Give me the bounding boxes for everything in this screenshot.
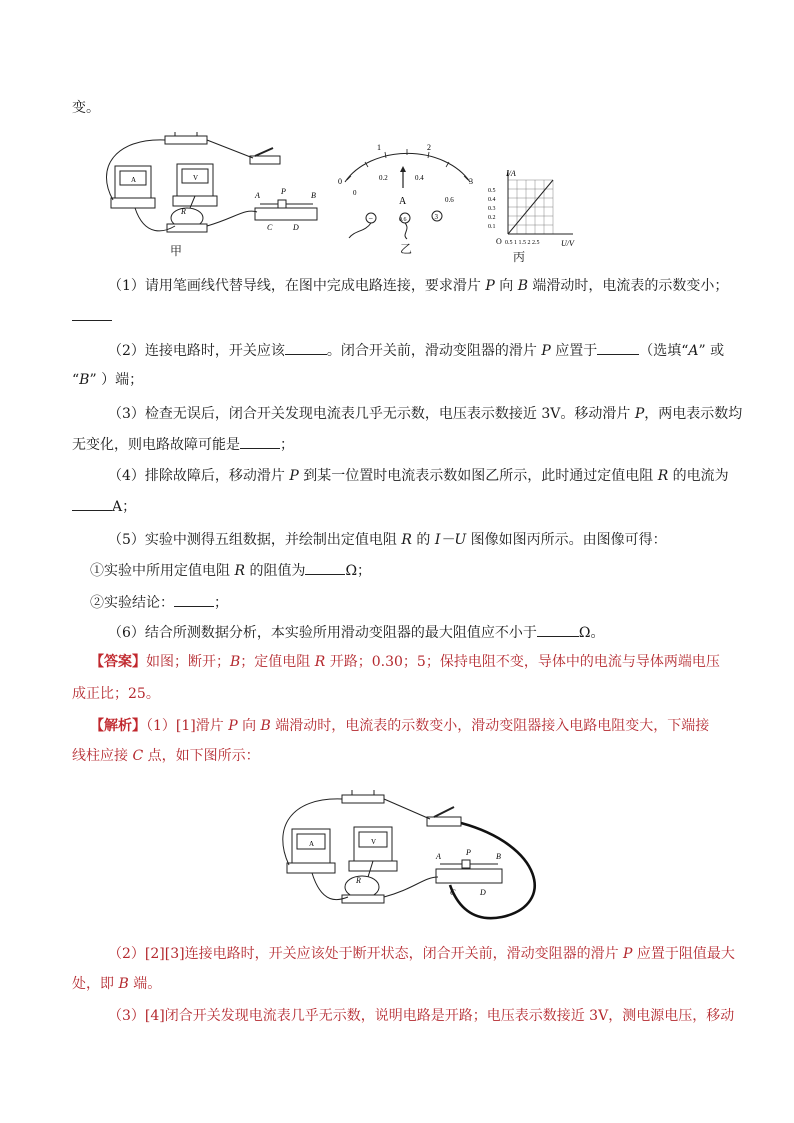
question-1: （1）请用笔画线代替导线，在图中完成电路连接，要求滑片 P 向 B 端滑动时，电流表的示数变小； <box>108 278 729 294</box>
dial-bottom-0: 0 <box>353 189 357 197</box>
terminal-minus: − <box>368 214 374 223</box>
solution-resistor-r-label: R <box>356 876 361 885</box>
rheostat-icon <box>254 187 317 232</box>
switch-icon <box>250 148 280 164</box>
dial-bottom-06: 0.6 <box>445 196 454 204</box>
solution-rheostat-b-label: B <box>496 852 501 861</box>
graph-ytick-05: 0.5 <box>488 188 496 194</box>
analysis-3: （3）[4]闭合开关发现电流表几乎无示数，说明电路是开路；电压表示数接近 3V，测电源电压，移动 <box>108 1008 735 1024</box>
meter-v-label: V <box>193 174 199 182</box>
question-5-1: ①实验中所用定值电阻 R 的阻值为 Ω； <box>90 560 371 581</box>
circuit-solution-figure <box>272 785 550 925</box>
analysis-2: （2）[2][3]连接电路时，开关应该处于断开状态，闭合开关前，滑动变阻器的滑片 P 应置于阻值最大 <box>108 946 735 962</box>
dial-top-3: 3 <box>469 177 473 186</box>
graph-xlabel: U/V <box>561 239 574 248</box>
question-4-cont: A； <box>72 496 136 517</box>
figure-label-jia: 甲 <box>170 244 183 258</box>
solution-meter-v-label: V <box>371 838 377 846</box>
dial-top-0: 0 <box>338 177 342 186</box>
ammeter-device-icon <box>111 166 155 208</box>
ammeter-dial-figure <box>335 140 480 240</box>
graph-ytick-01: 0.1 <box>488 224 496 230</box>
iu-graph-figure <box>478 160 588 250</box>
graph-ytick-02: 0.2 <box>488 215 496 221</box>
question-6: （6）结合所测数据分析，本实验所用滑动变阻器的最大阻值应不小于 Ω。 <box>108 622 605 643</box>
top-text: 变。 <box>72 100 100 116</box>
solution-voltmeter-device-icon <box>349 827 397 871</box>
solution-rheostat-icon <box>435 848 502 897</box>
solution-rheostat-a-label: A <box>436 852 441 861</box>
question-3-cont: 无变化，则电路故障可能是 ； <box>72 434 294 455</box>
solution-rheostat-p-label: P <box>466 848 471 857</box>
solution-rheostat-c-label: C <box>450 888 456 897</box>
terminal-06: 0.6 <box>399 217 407 223</box>
dial-top-1: 1 <box>377 143 381 152</box>
rheostat-d-label: D <box>293 223 299 232</box>
terminal-3: 3 <box>434 213 438 221</box>
dial-center-label: A <box>399 196 407 207</box>
analysis-section-cont: 线柱应接 C 点，如下图所示： <box>72 748 260 764</box>
graph-ytick-04: 0.4 <box>488 197 496 203</box>
rheostat-a-label: A <box>255 191 260 200</box>
resistor-icon <box>167 207 207 232</box>
graph-origin: O <box>496 237 502 246</box>
voltmeter-device-icon <box>173 164 217 206</box>
graph-ylabel: I/A <box>506 169 516 178</box>
battery-icon <box>165 132 207 144</box>
question-2: （2）连接电路时，开关应该 。闭合开关前，滑动变阻器的滑片 P 应置于 （选填“A” 或 <box>108 340 724 361</box>
rheostat-c-label: C <box>267 223 273 232</box>
solution-rheostat-d-label: D <box>480 888 486 897</box>
solution-battery-icon <box>342 790 384 803</box>
figure-label-yi: 乙 <box>400 242 413 256</box>
question-5: （5）实验中测得五组数据，并绘制出定值电阻 R 的 I－U 图像如图丙所示。由图像可得： <box>108 532 667 548</box>
answer-section-cont: 成正比；25。 <box>72 686 160 702</box>
meter-a-label: A <box>131 176 137 184</box>
graph-ytick-03: 0.3 <box>488 206 496 212</box>
circuit-figure-jia <box>95 128 325 240</box>
question-5-2: ②实验结论： ； <box>90 592 228 613</box>
solution-meter-a-label: A <box>309 840 315 848</box>
rheostat-b-label: B <box>311 191 316 200</box>
solution-resistor-icon <box>342 876 384 903</box>
analysis-section: 【解析】（1）[1]滑片 P 向 B 端滑动时，电流表的示数变小，滑动变阻器接入电路电阻变大，下端接 <box>90 718 710 734</box>
question-1-answer-line <box>72 306 112 327</box>
graph-xticks: 0.5 1 1.5 2 2.5 <box>505 240 540 246</box>
question-2-cont: “B” ）端； <box>72 372 144 388</box>
answer-section: 【答案】如图；断开；B；定值电阻 R 开路；0.30；5；保持电阻不变，导体中的电流与导体两端电压 <box>90 654 720 670</box>
rheostat-p-label: P <box>281 187 286 196</box>
resistor-r-label: R <box>181 207 186 216</box>
figure-label-bing: 丙 <box>513 250 526 264</box>
analysis-2-cont: 处，即 B 端。 <box>72 976 162 992</box>
dial-bottom-02: 0.2 <box>379 174 388 182</box>
question-3: （3）检查无误后，闭合开关发现电流表几乎无示数，电压表示数接近 3V。移动滑片 P，两电表示数均 <box>108 406 743 422</box>
dial-top-2: 2 <box>427 143 431 152</box>
dial-bottom-04: 0.4 <box>415 174 424 182</box>
solution-ammeter-device-icon <box>287 829 335 873</box>
solution-switch-icon <box>427 807 461 826</box>
question-4: （4）排除故障后，移动滑片 P 到某一位置时电流表示数如图乙所示，此时通过定值电阻 R 的电流为 <box>108 468 729 484</box>
